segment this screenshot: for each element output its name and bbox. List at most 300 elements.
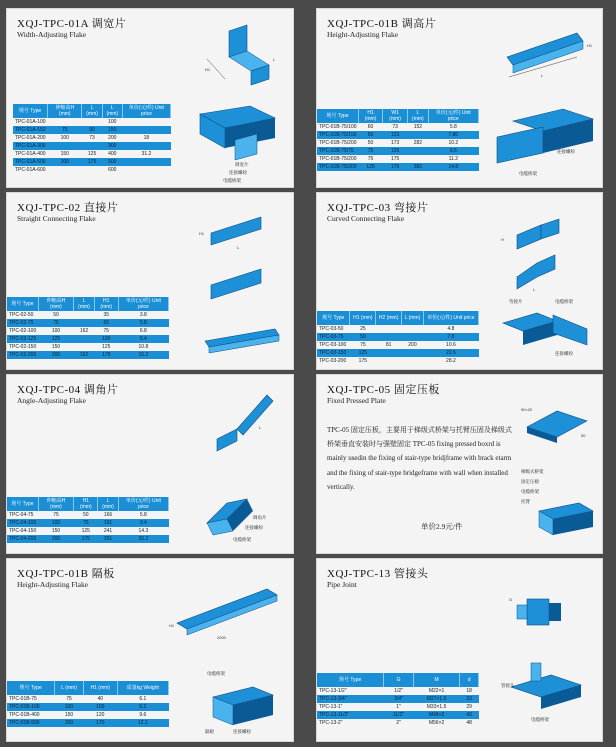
table-cell: 81 [376,341,402,349]
table-cell: 75 [94,327,118,335]
table-cell: TPC-03-200 [317,357,350,365]
table-cell: 150 [38,527,74,535]
table-cell [402,349,424,357]
col-type: 规号 Type [317,311,350,325]
table-body [317,325,479,365]
col-d: d [460,673,479,687]
table-cell: 50 [94,319,118,327]
straight-flake-illustration-1 [197,213,277,253]
table-cell: 3/4" [384,695,414,703]
table-cell: 200 [38,535,74,543]
col-l: L (mm) [74,297,94,311]
fixed-plate-illustration [517,397,597,457]
table-cell: 50 [359,139,383,147]
col-l2: L (mm) [102,104,122,118]
table-cell: 50 [38,311,74,319]
table-cell: 123 [383,131,408,139]
table-cell: 150 [55,711,84,719]
callout-3: 电缆桥架 [223,178,241,183]
table-cell: TPC-01B-75/300 [319,164,357,170]
table-body [317,123,479,171]
table-cell: 150 [48,150,82,158]
table-cell: 6.1 [117,695,168,703]
table-row [13,150,171,158]
table-cell: 43 [460,711,479,719]
table-row [7,703,169,711]
table-cell: 200 [38,351,74,359]
table-cell: TPC-02-75 [7,319,38,327]
table-body [7,511,169,543]
table-cell [376,333,402,341]
col-l: L (mm) [408,109,428,123]
callout-3: 连接螺栓 [233,729,251,734]
table-cell: TPC-01A-150 [15,127,46,133]
col-l: L (mm) [402,311,424,325]
col-h1: H1 (mm) [74,497,98,511]
table-cell: 100 [48,134,82,142]
table-cell: 291 [98,535,118,543]
table-cell [376,325,402,333]
table-cell: 191 [98,519,118,527]
table-cell: 175 [82,158,102,166]
callout-1: 调角片 [253,515,267,520]
table-row [317,703,479,711]
table-cell: 100 [83,703,117,711]
table-header-row [317,311,479,325]
table-cell: 150 [102,126,122,134]
col-type: 规号 Type [317,109,359,123]
card-subtitle: Angle-Adjusting Flake [17,396,86,405]
table-row [317,325,479,333]
table-cell: TPC-01B-75/100 [319,124,357,130]
dim-width: 50 [581,433,586,438]
table-header-row [7,497,169,511]
table-cell: TPC-02-200 [9,352,37,358]
callout-3: 连接螺栓 [555,351,573,356]
table-row [13,134,171,142]
table-row [13,142,171,150]
table-cell: 400 [102,150,122,158]
table-cell: TPC-02-100 [9,328,37,334]
callout-2: 固定压板 [521,479,539,484]
table-cell: 200 [55,719,84,727]
table-cell: TPC-02-125 [9,336,37,342]
table-cell: 100 [102,118,122,126]
table-cell: TPC-04-150 [9,528,37,534]
callout-3: 电缆桥架 [233,537,251,542]
table-row [7,311,169,319]
table-cell: TPC-04-100 [9,520,37,526]
table-cell [402,333,424,341]
table-cell: 15.2 [118,351,168,359]
callout-3: 电缆桥架 [521,489,539,494]
card-title: XQJ-TPC-02 直接片 [17,202,119,214]
col-type: 规号 Type [7,681,55,695]
table-cell [408,155,428,163]
table-cell: 100 [38,519,74,527]
table-cell: 75 [38,319,74,327]
callout-2: 电缆桥架 [531,717,549,722]
table-cell: 5.2 [117,703,168,711]
table-cell: 100 [38,327,74,335]
table-row [7,327,169,335]
table-cell: TPC-01A-300 [15,143,46,149]
card-tpc-01a [6,8,294,188]
table-cell: 10.8 [118,343,168,351]
table-body [7,311,169,359]
table-cell: 18 [122,134,170,142]
dim-l: L [237,245,240,250]
table-cell [74,335,94,343]
table-cell: 75 [350,341,376,349]
col-h1: H1 (mm) [94,297,118,311]
col-h: 伸缩高H (mm) [48,104,82,118]
col-type: 规号 Type [13,104,48,118]
description-paragraph: TPC-05 固定压板，主要用于梯级式桥架与托臂压固及梯级式桥架垂直安装时与强壁固定 TPC-05 fixing pressed boxrd is mainly usedin the fixing of stair-type bridjframe with brack etarm and the fixing of stair-type bridgeframe with wall when installed vertically. [327,426,512,491]
dim-l: L [273,57,276,62]
card-subtitle: Pipe Joint [327,580,357,589]
table-cell: TPC-01B-75/200 [319,140,357,146]
table-cell: 50 [350,333,376,341]
table-cell: TPC-01B-75/150 [319,132,357,138]
table-header-row [7,681,169,695]
table-cell: M56×2 [413,719,459,727]
table-cell: 162 [74,351,94,359]
table-row [13,118,171,126]
table-cell: 10.6 [423,341,478,349]
table-cell [122,142,170,150]
table-cell: 5.8 [118,319,168,327]
pipe-joint-illustration [507,589,577,639]
table-cell: 18 [460,687,479,695]
spec-table [7,497,169,543]
table-cell: 1" [384,703,414,711]
fixed-plate-install-illustration [519,467,599,547]
spec-table [13,104,171,174]
col-type: 规号 Type [7,497,38,511]
col-m: M [413,673,459,687]
table-cell: 166 [98,511,118,519]
table-row [317,349,479,357]
table-row [317,357,479,365]
card-tpc-01b-partition [6,558,294,742]
dim-h: H [501,237,504,242]
table-cell: 35 [94,311,118,319]
table-cell: TPC-13-2" [317,719,384,727]
table-cell: 4.8 [423,325,478,333]
table-cell [122,166,170,174]
callout-2: 电缆桥架 [519,171,537,176]
table-row [317,163,479,171]
card-title: XQJ-TPC-04 调角片 [17,384,119,396]
col-l: L (mm) [98,497,118,511]
dim-length: 2000 [217,635,226,640]
table-cell: 8.4 [118,335,168,343]
table-cell [376,357,402,365]
col-type: 规号 Type [7,297,38,311]
table-cell: 500 [102,158,122,166]
table-cell: 3.8 [118,311,168,319]
straight-flake-illustration-3 [195,323,285,363]
table-cell: 175 [74,535,98,543]
table-cell: TPC-01A-600 [15,167,46,173]
callout-2: 连接螺栓 [229,170,247,175]
col-h1: H1 (mm) [83,681,117,695]
table-cell: 7.8 [423,333,478,341]
table-row [317,695,479,703]
table-row [7,335,169,343]
col-h: 伸缩高H (mm) [38,497,74,511]
table-cell: 125 [383,147,408,155]
card-tpc-04 [6,374,294,554]
callout-2: 电缆桥架 [555,299,573,304]
col-price: 单价(元/件) Unit price [118,497,168,511]
card-title: XQJ-TPC-05 固定压板 [327,384,440,396]
table-cell: 170 [83,719,117,727]
table-cell: 173 [383,139,408,147]
callout-1: 电缆桥架 [207,671,225,676]
table-cell: 100 [55,703,84,711]
table-cell: 162 [74,327,94,335]
card-subtitle: Height-Adjusting Flake [17,580,89,589]
table-row [317,687,479,695]
col-weight: 质量kg Weight [117,681,168,695]
curved-flake-illustration-2 [497,249,577,294]
card-subtitle: Height-Adjusting Flake [327,30,399,39]
table-cell: 9.4 [118,519,168,527]
table-cell: 9.6 [117,711,168,719]
table-body [317,687,479,727]
card-tpc-13 [316,558,603,742]
table-cell: 48 [460,719,479,727]
table-cell: 600 [102,166,122,174]
table-cell: M22×1 [413,687,459,695]
callout-2: 隔板 [205,729,214,734]
spec-table [7,297,169,359]
table-cell: 75 [74,519,98,527]
callout-2: 连接螺栓 [245,525,263,530]
table-cell: 8.6 [428,147,478,155]
table-row [7,711,169,719]
col-g: G [384,673,414,687]
table-cell: 23 [460,695,479,703]
table-cell: 73 [383,123,408,131]
table-cell: 200 [48,158,82,166]
card-tpc-01b-height [316,8,603,188]
table-cell: 175 [94,351,118,359]
angle-flake-illustration [207,389,287,459]
table-cell: M48×2 [413,711,459,719]
callout-1: 梯级式桥架 [521,469,544,474]
table-row [317,139,479,147]
dim-size: 50×20 [521,407,533,412]
table-cell [402,325,424,333]
callout-1: 弯接片 [509,299,523,304]
table-cell: 60 [359,123,383,131]
table-cell: 90 [82,126,102,134]
card-subtitle: Fixed Pressed Plate [327,396,386,405]
table-row [317,341,479,349]
callout-1: 连接螺栓 [557,149,575,154]
table-cell: 282 [408,139,428,147]
table-row [317,711,479,719]
table-cell: 11.2 [428,155,478,163]
card-title: XQJ-TPC-13 管接头 [327,568,429,580]
height-flake-illustration [487,27,597,97]
table-cell: 125 [94,343,118,351]
table-cell: TPC-01A-200 [15,135,46,141]
table-cell: TPC-02-50 [7,311,38,319]
table-cell: TPC-13-11/2" [317,711,384,719]
table-row [7,695,169,703]
table-cell: 382 [408,163,428,171]
table-cell: 175 [383,155,408,163]
table-cell: 241 [98,527,118,535]
card-tpc-03 [316,192,603,370]
col-price: 单价(元/件) Unit price [118,297,168,311]
table-row [7,719,169,727]
dim-h1: H1 [205,67,211,72]
table-cell: 125 [350,349,376,357]
table-cell [122,158,170,166]
card-subtitle: Straight Connecting Flake [17,214,96,223]
table-cell: 125 [359,163,383,171]
table-cell: TPC-02-150 [9,344,37,350]
table-cell [402,357,424,365]
table-cell [74,343,94,351]
table-cell: TPC-01B-500 [7,719,55,727]
table-cell: 75 [48,126,82,134]
table-cell: 300 [102,142,122,150]
table-row [13,126,171,134]
partition-install-illustration [203,667,293,737]
table-cell: 120 [83,711,117,719]
table-cell: TPC-01A-400 [15,151,46,157]
table-cell [408,131,428,139]
table-cell: TPC-03-100 [317,341,350,349]
table-row [317,147,479,155]
table-cell [74,311,94,319]
table-cell [82,166,102,174]
table-cell: TPC-01B-75/75 [317,147,359,155]
dim-g: G [509,597,513,602]
table-row [13,166,171,174]
angle-flake-install-illustration [197,483,292,553]
partition-illustration [167,583,287,643]
table-cell: TPC-01B-100 [7,703,55,711]
table-cell: TPC-03-150 [317,349,350,357]
table-cell: TPC-01A-100 [15,119,46,125]
card-title: XQJ-TPC-01A 调宽片 [17,18,127,30]
table-row [317,719,479,727]
col-w1: W1 (mm) [383,109,408,123]
table-cell: 5.8 [118,511,168,519]
table-cell: 14.3 [118,527,168,535]
table-cell: 73 [82,134,102,142]
table-row [317,333,479,341]
table-cell: TPC-04-75 [7,511,38,519]
table-cell: 175 [383,163,408,171]
table-cell: 28.2 [423,357,478,365]
table-cell: 50 [359,131,383,139]
width-flake-illustration [199,21,289,91]
card-title: XQJ-TPC-01B 调高片 [327,18,437,30]
table-cell: TPC-13-1" [317,703,384,711]
table-cell: 175 [350,357,376,365]
table-row [7,527,169,535]
table-cell: 10.2 [428,139,478,147]
table-cell: 125 [38,335,74,343]
table-cell [82,118,102,126]
table-cell: 150 [38,343,74,351]
card-tpc-02 [6,192,294,370]
col-price: 单价(元/件) Unit price [122,104,170,118]
dim-l: L [259,425,262,430]
card-title: XQJ-TPC-01B 隔板 [17,568,115,580]
table-cell: TPC-04-200 [9,536,37,542]
table-cell: 7.80 [428,131,478,139]
spec-table [7,681,169,727]
table-row [317,123,479,131]
table-row [13,158,171,166]
table-body [7,695,169,727]
dim-l: L [533,287,536,292]
table-cell: TPC-01A-500 [15,159,46,165]
card-subtitle: Curved Connecting Flake [327,214,405,223]
curved-flake-install-illustration [497,293,597,363]
table-cell: 50 [74,511,98,519]
straight-flake-illustration-2 [197,265,277,305]
callout-4: 托臂 [521,499,530,504]
table-cell: M33×1.5 [413,703,459,711]
table-row [7,511,169,519]
table-cell: 2" [384,719,414,727]
col-price: 单价(元/件) Unit price [423,311,478,325]
table-cell: 75 [38,511,74,519]
col-h: 伸缩高H (mm) [38,297,74,311]
table-cell: TPC-01B-75 [7,695,55,703]
table-cell: 22.6 [423,349,478,357]
spec-table [317,109,479,171]
table-cell: 29 [460,703,479,711]
table-cell [48,166,82,174]
pipe-joint-install-illustration [501,657,591,727]
table-cell: TPC-03-50 [317,325,350,333]
table-cell: TPC-13-1/2" [317,687,384,695]
table-cell [122,118,170,126]
dim-h1: H1 [199,231,205,236]
table-row [7,319,169,327]
table-cell [122,126,170,134]
dim-l: L [541,73,544,78]
callout-1: 调宽片 [235,162,249,167]
col-h1: H1 (mm) [350,311,376,325]
table-cell: 6.8 [118,327,168,335]
col-l1: L (mm) [82,104,102,118]
table-cell: 75 [55,695,84,703]
table-cell: TPC-01B-400 [7,711,55,719]
dim-h1: H1 [169,623,175,628]
table-header-row [317,673,479,687]
dim-h1: H1 [587,43,593,48]
table-cell: TPC-13-3/4" [317,695,384,703]
table-row [317,131,479,139]
table-row [7,351,169,359]
table-cell [376,349,402,357]
table-cell [48,142,82,150]
table-cell: 125 [74,527,98,535]
table-body [13,118,171,174]
